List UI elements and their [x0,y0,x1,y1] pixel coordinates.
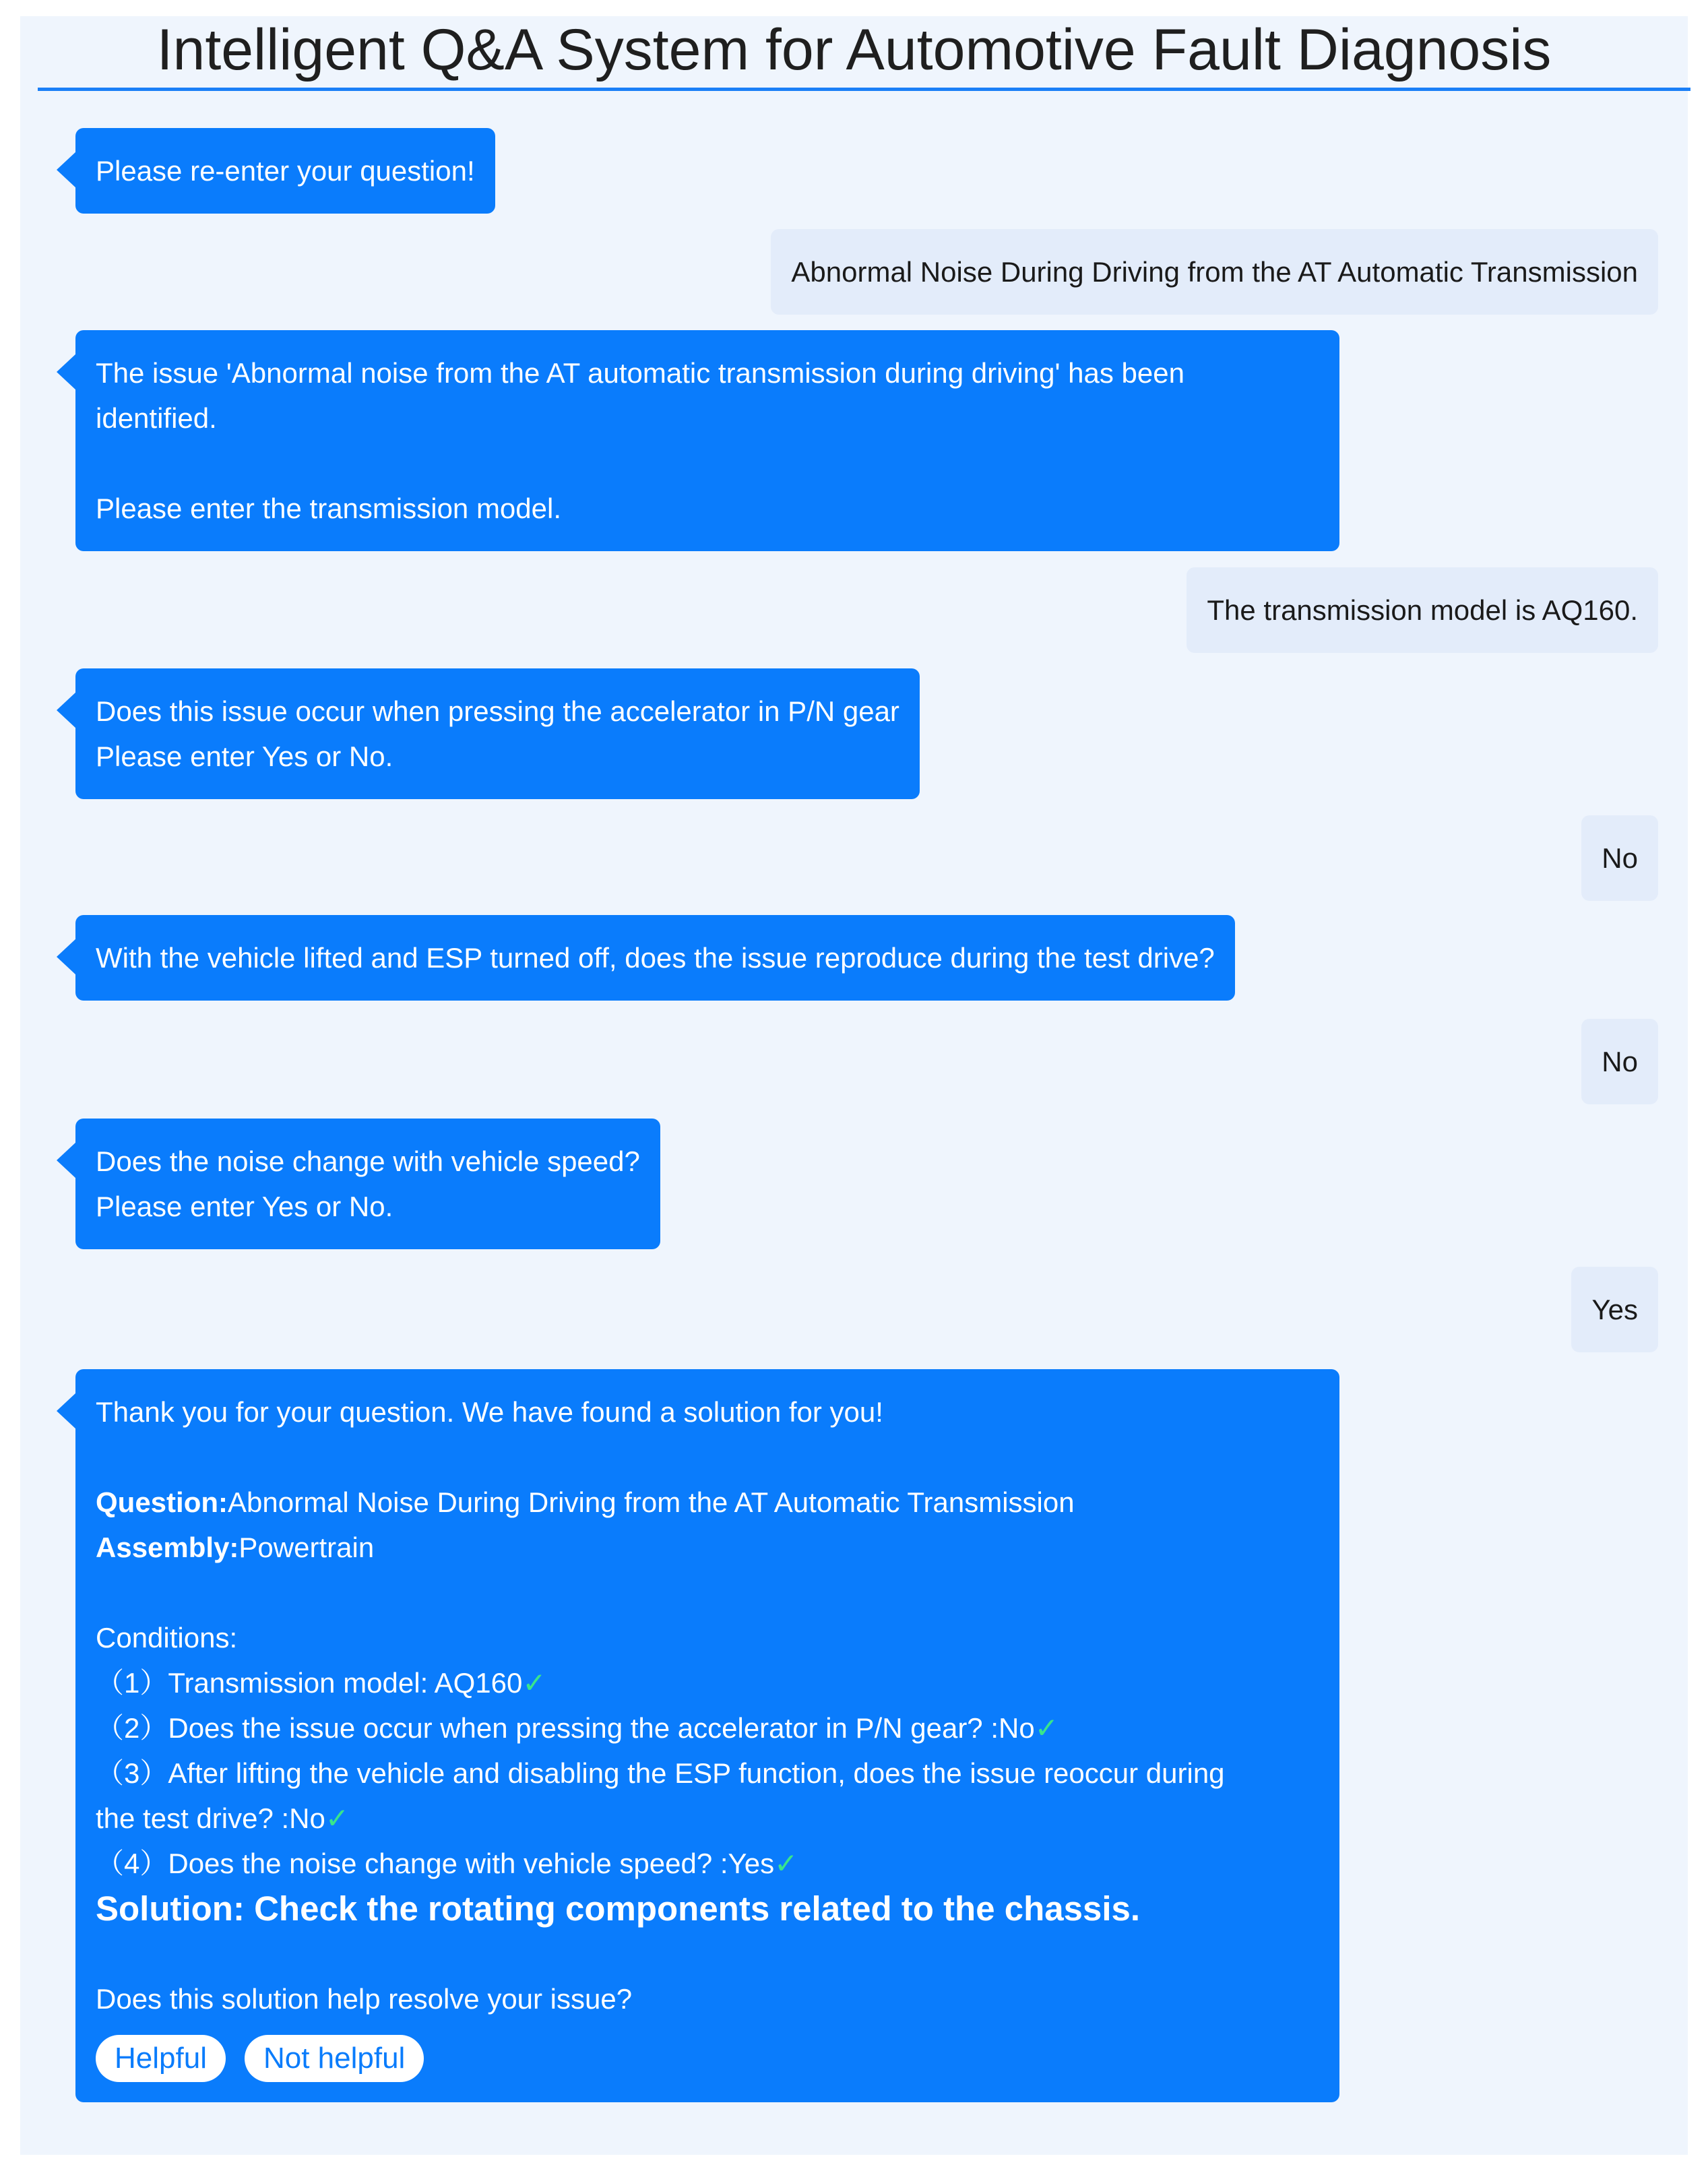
check-icon: ✓ [1034,1712,1058,1744]
user-message-text: The transmission model is AQ160. [1207,594,1638,626]
condition-text: Does the noise change with vehicle speed? :Yes [168,1848,775,1879]
bot-message-pn-gear [75,668,920,799]
assembly-value: Powertrain [239,1532,375,1563]
user-message-text: No [1602,842,1638,874]
assembly-label: Assembly: [96,1532,239,1563]
bot-message-text: identified. [96,402,217,434]
condition-item-continued [96,1796,1319,1841]
user-message-answer-3 [1571,1267,1658,1352]
user-message-text: Yes [1591,1294,1638,1325]
user-message-text: Abnormal Noise During Driving from the AT Automatic Transmission [791,256,1638,288]
user-message-question [771,229,1658,315]
question-row [96,1480,1319,1525]
bot-message-text: The issue 'Abnormal noise from the AT automatic transmission during driving' has been [96,357,1184,389]
question-value: Abnormal Noise During Driving from the AT Automatic Transmission [228,1486,1075,1518]
bot-message-reenter [75,128,495,214]
user-message-answer-2 [1581,1019,1658,1104]
bot-message-text: Please enter Yes or No. [96,741,393,772]
bot-message-text: Please re-enter your question! [96,155,475,187]
solution-intro: Thank you for your question. We have found a solution for you! [96,1396,883,1428]
bot-message-esp [75,915,1235,1001]
condition-item [96,1841,1319,1886]
condition-text: Does the issue occur when pressing the accelerator in P/N gear? :No [168,1712,1035,1744]
bot-message-text: Please enter Yes or No. [96,1191,393,1222]
condition-item [96,1705,1319,1751]
condition-text: After lifting the vehicle and disabling the ESP function, does the issue reoccur during [168,1757,1225,1789]
assembly-row [96,1525,1319,1570]
condition-text: Transmission model: AQ160 [168,1667,523,1699]
check-icon: ✓ [522,1667,546,1699]
title-divider [38,88,1690,91]
bot-message-identified [75,330,1339,551]
bot-message-text: Please enter the transmission model. [96,493,562,524]
condition-item [96,1751,1319,1796]
helpful-button[interactable]: Helpful [96,2035,226,2082]
not-helpful-button[interactable]: Not helpful [245,2035,424,2082]
bot-message-speed [75,1119,660,1249]
condition-number: （2） [96,1712,168,1744]
user-message-text: No [1602,1046,1638,1077]
check-icon: ✓ [774,1848,798,1879]
user-message-answer-1 [1581,815,1658,901]
question-label: Question: [96,1486,228,1518]
bot-message-text: Does this issue occur when pressing the accelerator in P/N gear [96,695,899,727]
bot-message-text: With the vehicle lifted and ESP turned off, does the issue reproduce during the test drive? [96,942,1215,974]
page-title: Intelligent Q&A System for Automotive Fault Diagnosis [156,18,1552,82]
feedback-buttons [96,2035,1319,2082]
solution-text: Solution: Check the rotating components related to the chassis. [96,1889,1141,1928]
bot-message-text: Does the noise change with vehicle speed? [96,1145,640,1177]
feedback-prompt: Does this solution help resolve your issue? [96,1983,633,2015]
conditions-label: Conditions: [96,1622,238,1654]
bot-message-solution [75,1369,1339,2102]
condition-number: （1） [96,1667,168,1699]
condition-number: （4） [96,1848,168,1879]
condition-text: the test drive? :No [96,1802,325,1834]
chat-panel [20,16,1688,2155]
check-icon: ✓ [325,1802,350,1834]
condition-item [96,1660,1319,1705]
condition-number: （3） [96,1757,168,1789]
user-message-model [1187,567,1658,653]
